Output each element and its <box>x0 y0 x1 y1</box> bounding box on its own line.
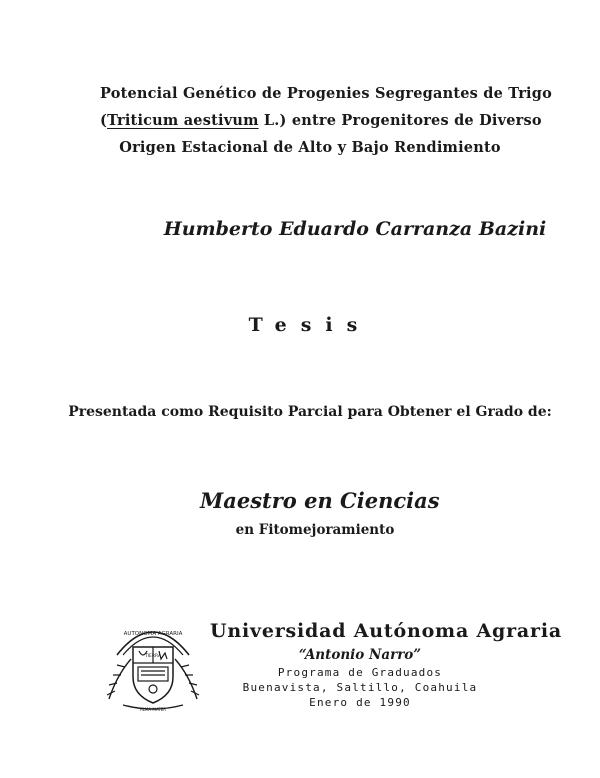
institution-subtitle: “Antonio Narro” <box>298 647 422 663</box>
thesis-title <box>100 80 552 161</box>
degree-name: Maestro en Ciencias <box>200 488 440 513</box>
seal-motto: ALMA MATER <box>139 707 167 712</box>
scientific-name: Triticum aestivum <box>107 112 259 129</box>
title-line-1: Potencial Genético de Progenies Segregantes de Trigo <box>100 85 552 102</box>
title-paren-open: ( <box>100 112 108 129</box>
degree-specialty: en Fitomejoramiento <box>235 522 395 538</box>
seal-banner-text: TIERRA <box>144 654 162 659</box>
title-line-2-rest: L.) entre Progenitores de Diverso <box>258 112 542 129</box>
document-type: Tesis <box>248 314 372 336</box>
presentation-statement: Presentada como Requisito Parcial para Obtener el Grado de: <box>68 404 552 420</box>
publication-date: Enero de 1990 <box>309 696 411 709</box>
title-line-2 <box>100 107 542 134</box>
author-name: Humberto Eduardo Carranza Bazini <box>163 218 547 240</box>
institution-name: Universidad Autónoma Agraria <box>210 620 562 642</box>
institution-location: Buenavista, Saltillo, Coahuila <box>242 681 478 694</box>
graduate-program: Programa de Graduados <box>277 666 443 679</box>
university-seal-icon <box>103 615 203 713</box>
institution-block <box>210 620 562 710</box>
title-line-3: Origen Estacional de Alto y Bajo Rendimiento <box>119 139 501 156</box>
seal-top-text: AUTONOMA AGRARIA <box>123 631 183 637</box>
